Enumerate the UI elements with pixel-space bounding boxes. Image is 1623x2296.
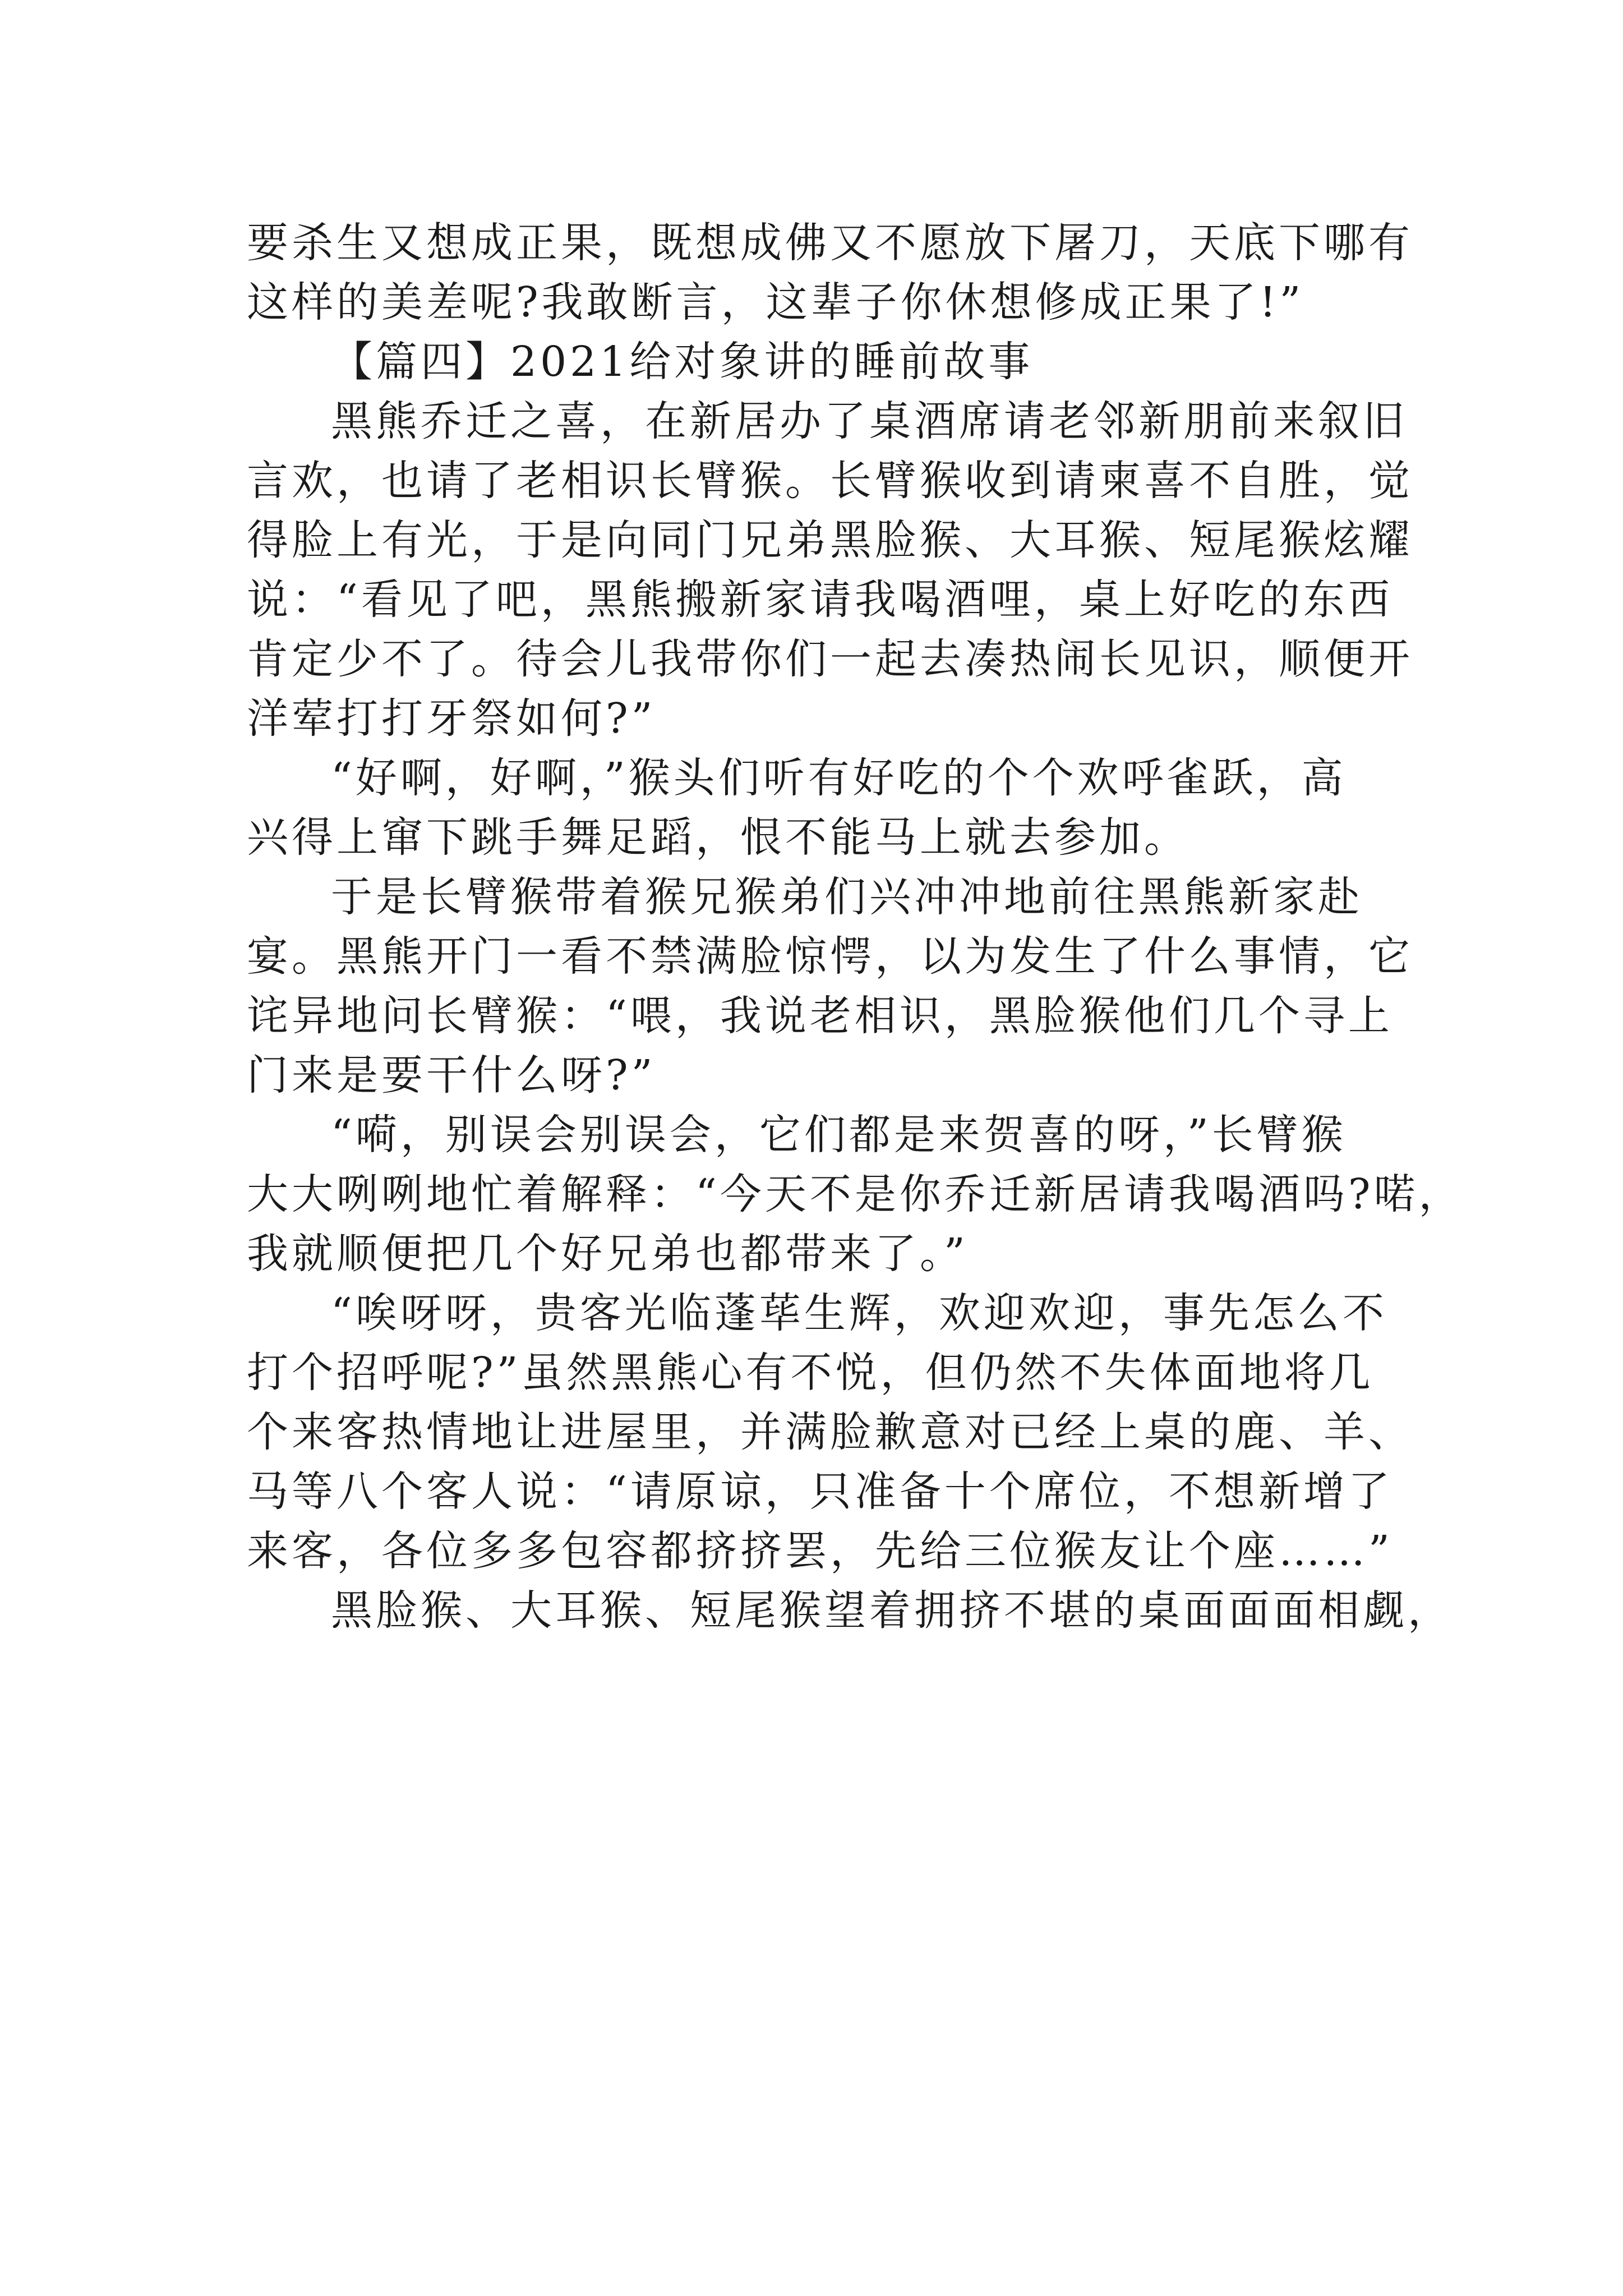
text-line: 宴。黑熊开门一看不禁满脸惊愕，以为发生了什么事情，它 [247,932,1413,981]
text-line: 大大咧咧地忙着解释：“今天不是你乔迁新居请我喝酒吗?喏， [247,1170,1464,1218]
body-text [247,213,1464,1640]
text-line: 洋荤打打牙祭如何?” [247,694,656,743]
text-line: 打个招呼呢?”虽然黑熊心有不悦，但仍然不失体面地将几 [247,1349,1374,1397]
paragraph-start: 黑脸猴、大耳猴、短尾猴望着拥挤不堪的桌面面面相觑， [331,1586,1453,1635]
text-line: 个来客热情地让进屋里，并满脸歉意对已经上桌的鹿、羊、 [247,1408,1413,1456]
text-line: 说：“看见了吧，黑熊搬新家请我喝酒哩，桌上好吃的东西 [247,576,1393,624]
paragraph-start: “嗬，别误会别误会，它们都是来贺喜的呀，”长臂猴 [331,1111,1347,1159]
text-line: 我就顺便把几个好兄弟也都带来了。” [247,1230,969,1278]
text-line: 得脸上有光，于是向同门兄弟黑脸猴、大耳猴、短尾猴炫耀 [247,516,1413,564]
text-line: 马等八个客人说：“请原谅，只准备十个席位，不想新增了 [247,1467,1393,1516]
text-line: 来客，各位多多包容都挤挤罢，先给三位猴友让个座……” [247,1527,1393,1575]
section-heading: 【篇四】2021给对象讲的睡前故事 [331,338,1034,386]
paragraph-start: “好啊，好啊，”猴头们听有好吃的个个欢呼雀跃，高 [331,754,1347,802]
text-line: 门来是要干什么呀?” [247,1051,656,1099]
text-line: 言欢，也请了老相识长臂猴。长臂猴收到请柬喜不自胜，觉 [247,457,1413,505]
paragraph-start: 黑熊乔迁之喜，在新居办了桌酒席请老邻新朋前来叙旧 [331,397,1408,445]
text-line: 要杀生又想成正果，既想成佛又不愿放下屠刀，天底下哪有 [247,219,1413,267]
paragraph-start: 于是长臂猴带着猴兄猴弟们兴冲冲地前往黑熊新家赴 [331,873,1363,921]
text-line: 兴得上窜下跳手舞足蹈，恨不能马上就去参加。 [247,813,1189,862]
text-line: 诧异地问长臂猴：“喂，我说老相识，黑脸猴他们几个寻上 [247,992,1393,1040]
text-line: 这样的美差呢?我敢断言，这辈子你休想修成正果了!” [247,278,1304,326]
paragraph-start: “唉呀呀，贵客光临蓬荜生辉，欢迎欢迎，事先怎么不 [331,1289,1387,1337]
text-line: 肯定少不了。待会儿我带你们一起去凑热闹长见识，顺便开 [247,635,1413,683]
